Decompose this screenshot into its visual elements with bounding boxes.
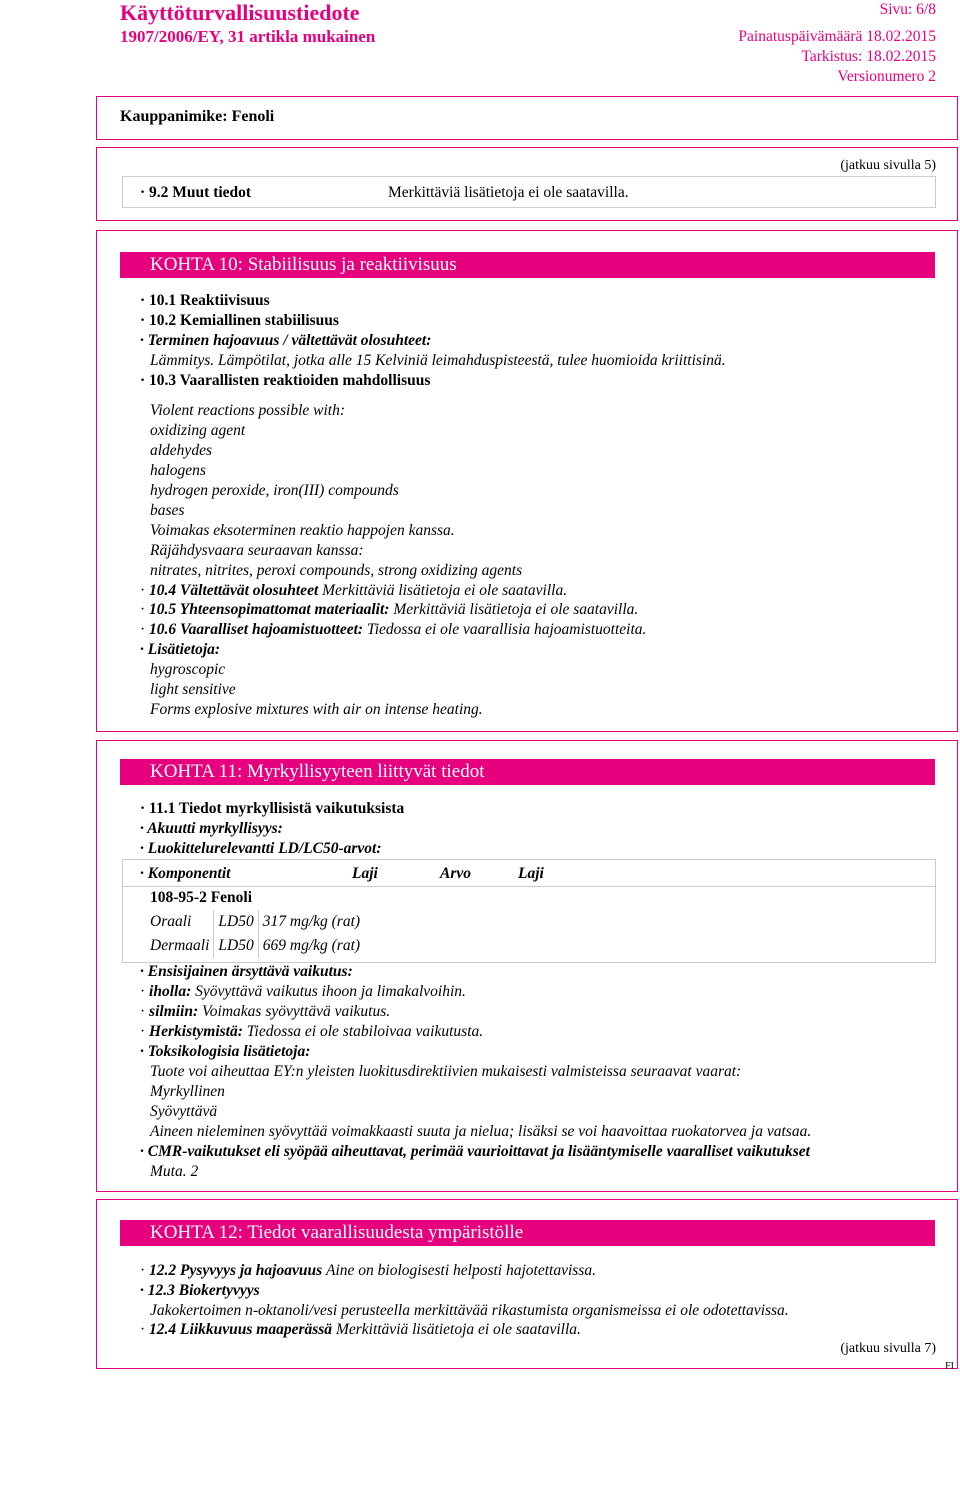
hazardous-decomposition-value: Tiedossa ei ole vaarallisia hajoamistuotteita.	[366, 621, 647, 638]
mobility-label: 12.4 Liikkuvuus maaperässä	[149, 1321, 333, 1338]
reaction-line: oxidizing agent	[150, 422, 246, 439]
cmr-effects: · CMR-vaikutukset eli syöpää aiheuttavat, perimää vaurioittavat ja lisääntymiselle vaaralliset vaikutukset	[140, 1142, 810, 1162]
mutagenicity: Muta. 2	[150, 1163, 199, 1180]
test-type: LD50	[214, 910, 258, 934]
sensitization	[140, 1022, 483, 1042]
conditions-to-avoid	[140, 581, 567, 601]
incompatible-materials	[140, 600, 638, 620]
toxicological-info-line: Syövyttävä	[150, 1103, 218, 1120]
incompatible-materials-label: 10.5 Yhteensopimattomat materiaalit:	[149, 601, 390, 618]
reactivity: · 10.1 Reaktiivisuus	[140, 291, 270, 311]
reaction-line: halogens	[150, 462, 206, 479]
regulation: 1907/2006/EY, 31 artikla mukainen	[120, 27, 376, 46]
reaction-line: Räjähdysvaara seuraavan kanssa:	[150, 542, 364, 559]
test-type: LD50	[214, 934, 258, 958]
hazardous-decomposition-label: 10.6 Vaaralliset hajoamistuotteet:	[149, 621, 364, 638]
additional-info-line: hygroscopic	[150, 661, 226, 678]
eye-effect	[140, 1002, 390, 1022]
conditions-to-avoid-label: 10.4 Vältettävät olosuhteet	[149, 582, 319, 599]
version-number: Versionumero 2	[837, 68, 936, 85]
reaction-line: bases	[150, 502, 185, 519]
reaction-line: nitrates, nitrites, peroxi compounds, strong oxidizing agents	[150, 562, 523, 579]
continued-from: (jatkuu sivulla 5)	[840, 158, 936, 173]
reaction-line: hydrogen peroxide, iron(III) compounds	[150, 482, 399, 499]
persistence-degradability	[140, 1261, 596, 1281]
persistence-value: Aine on biologisesti helposti hajotettavissa.	[326, 1262, 596, 1279]
additional-info-line: light sensitive	[150, 681, 236, 698]
sensitization-label: Herkistymistä:	[149, 1023, 243, 1040]
toxicological-info-line: Aineen nieleminen syövyttää voimakkaasti suuta ja nielua; lisäksi se voi haavoittaa ruokatorvea ja vatsaa.	[150, 1123, 812, 1140]
language-code: FI	[945, 1361, 954, 1372]
page-number: Sivu: 6/8	[879, 1, 936, 18]
section-9-2-label: · 9.2 Muut tiedot	[140, 183, 251, 203]
bioaccumulation-label: · 12.3 Biokertyvyys	[140, 1281, 260, 1301]
toxicological-info-line: Tuote voi aiheuttaa EY:n yleisten luokitusdirektiivien mukaisesti valmisteissa seuraavat vaarat:	[150, 1063, 742, 1080]
section-12-heading: KOHTA 12: Tiedot vaarallisuudesta ympäristölle	[120, 1220, 935, 1246]
table-row	[146, 910, 364, 934]
reaction-line: aldehydes	[150, 442, 212, 459]
print-date: Painatuspäivämäärä 18.02.2015	[738, 28, 936, 45]
acute-toxicity: · Akuutti myrkyllisyys:	[140, 819, 283, 839]
revision-date: Tarkistus: 18.02.2015	[801, 48, 936, 65]
table-header-value: Arvo	[440, 865, 471, 882]
eyes-value: Voimakas syövyttävä vaikutus.	[202, 1003, 391, 1020]
eyes-label: silmiin:	[149, 1003, 199, 1020]
table-header-species-2: Laji	[518, 865, 544, 882]
skin-value: Syövyttävä vaikutus ihoon ja limakalvoihin.	[195, 983, 466, 1000]
hazardous-decomposition	[140, 620, 646, 640]
substance-name: 108-95-2 Fenoli	[150, 889, 253, 906]
ld-lc50-values: · Luokittelurelevantti LD/LC50-arvot:	[140, 839, 382, 859]
table-row	[146, 934, 364, 958]
toxicological-info-line: Myrkyllinen	[150, 1083, 225, 1100]
conditions-to-avoid-value: Merkittäviä lisätietoja ei ole saatavilla.	[322, 582, 568, 599]
primary-irritation: · Ensisijainen ärsyttävä vaikutus:	[140, 962, 353, 982]
bioaccumulation-value: Jakokertoimen n-oktanoli/vesi perusteella merkittävää rikastumista organismeissa ei ole odotettavissa.	[150, 1302, 789, 1319]
section-9-2-value: Merkittäviä lisätietoja ei ole saatavilla.	[388, 184, 629, 201]
thermal-decomposition: · Terminen hajoavuus / vältettävät olosuhteet:	[140, 331, 431, 351]
document-title: Käyttöturvallisuustiedote	[120, 0, 360, 25]
chemical-stability: · 10.2 Kemiallinen stabiilisuus	[140, 311, 339, 331]
reaction-line: Violent reactions possible with:	[150, 402, 346, 419]
table-header-components: · Komponentit	[140, 864, 230, 884]
additional-info-label: · Lisätietoja:	[140, 640, 220, 660]
trade-name: Kauppanimike: Fenoli	[120, 108, 275, 125]
skin-label: iholla:	[149, 983, 192, 1000]
mobility-in-soil	[140, 1320, 581, 1340]
dose-value: 317 mg/kg (rat)	[262, 913, 361, 930]
route: Dermaali	[146, 934, 214, 958]
sensitization-value: Tiedossa ei ole stabiloivaa vaikutusta.	[246, 1023, 484, 1040]
thermal-decomposition-text: Lämmitys. Lämpötilat, jotka alle 15 Kelviniä leimahduspisteestä, tulee huomioida kriittisinä.	[150, 352, 726, 369]
dose-value: 669 mg/kg (rat)	[262, 937, 361, 954]
persistence-label: 12.2 Pysyvyys ja hajoavuus	[149, 1262, 323, 1279]
table-header-rule	[122, 886, 936, 887]
mobility-value: Merkittäviä lisätietoja ei ole saatavilla.	[335, 1321, 581, 1338]
toxicological-info-label: · Toksikologisia lisätietoja:	[140, 1042, 310, 1062]
table-header-species: Laji	[352, 865, 378, 882]
hazardous-reactions: · 10.3 Vaarallisten reaktioiden mahdollisuus	[140, 371, 430, 391]
additional-info-line: Forms explosive mixtures with air on intense heating.	[150, 701, 483, 718]
continued-to: (jatkuu sivulla 7)	[840, 1341, 936, 1356]
incompatible-materials-value: Merkittäviä lisätietoja ei ole saatavilla.	[393, 601, 639, 618]
section-10-heading: KOHTA 10: Stabiilisuus ja reaktiivisuus	[120, 252, 935, 278]
reaction-line: Voimakas eksoterminen reaktio happojen kanssa.	[150, 522, 455, 539]
skin-effect	[140, 982, 466, 1002]
route: Oraali	[146, 910, 214, 934]
toxicological-effects: · 11.1 Tiedot myrkyllisistä vaikutuksista	[140, 799, 404, 819]
ld50-table	[146, 910, 364, 958]
section-11-heading: KOHTA 11: Myrkyllisyyteen liittyvät tiedot	[120, 759, 935, 785]
